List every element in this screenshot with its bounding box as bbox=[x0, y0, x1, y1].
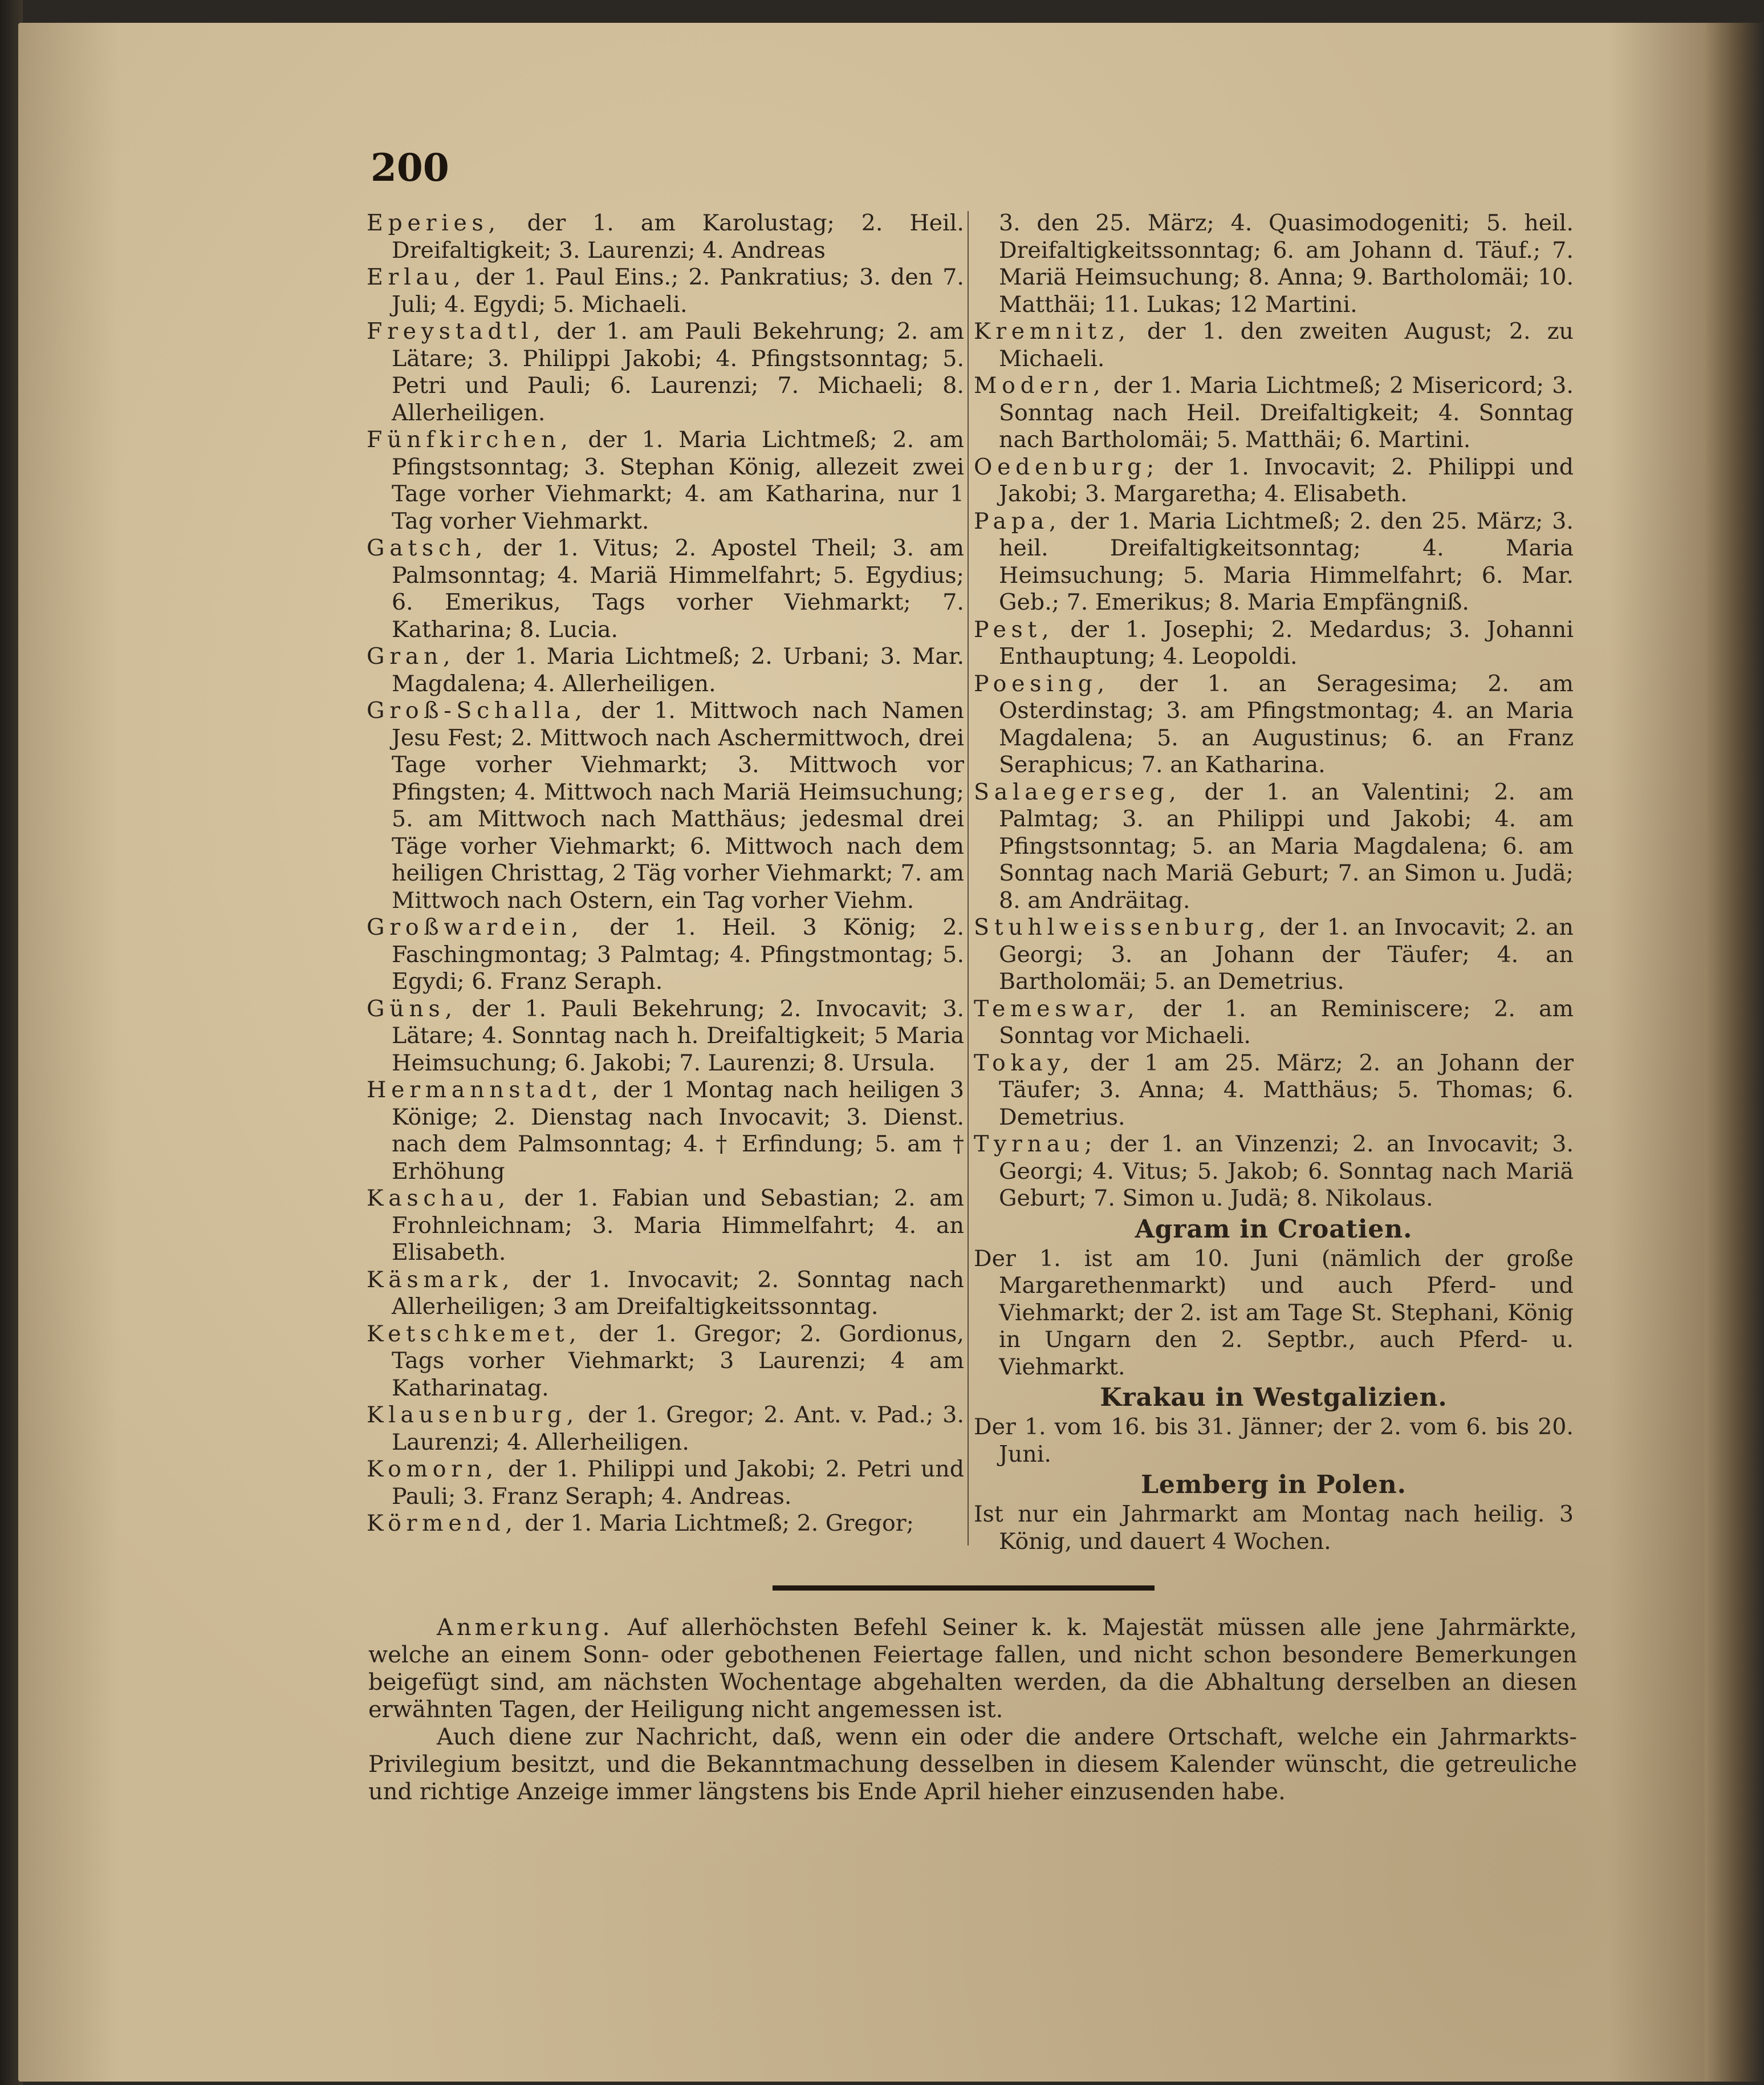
market-entry bbox=[974, 671, 1574, 779]
note-label: Anmerkung. bbox=[437, 1615, 613, 1641]
place-name: Käsmark, bbox=[367, 1266, 515, 1293]
entry-text: der 1. Maria Lichtmeß; 2. Gregor; bbox=[525, 1510, 914, 1536]
market-entry bbox=[974, 996, 1574, 1050]
place-name: Körmend, bbox=[367, 1510, 518, 1536]
place-name: Pest, bbox=[974, 616, 1054, 643]
market-entry bbox=[367, 996, 964, 1077]
section-text-lemberg: Ist nur ein Jahrmarkt am Montag nach heilig. 3 König, und dauert 4 Wochen. bbox=[974, 1501, 1574, 1555]
place-name: Kremnitz, bbox=[974, 318, 1131, 344]
entry-text: der 1. Vitus; 2. Apostel Theil; 3. am Palmsonntag; 4. Mariä Himmelfahrt; 5. Egydius; 6. Emerikus, Tags vorher Viehmarkt; 7. Katharina; 8. Lucia. bbox=[392, 535, 964, 643]
page-number: 200 bbox=[371, 145, 449, 190]
note-paragraph: Auch diene zur Nachricht, daß, wenn ein oder die andere Ortschaft, welche ein Jahrmarkts-Privilegium besitzt, und die Bekanntmachung desselben in diesem Kalender wünscht, die getreuliche und richtige Anzeige immer längstens bis Ende April hieher einzusenden habe. bbox=[368, 1724, 1577, 1805]
market-entry bbox=[367, 535, 964, 643]
place-name: Temeswar, bbox=[974, 995, 1140, 1022]
right-column bbox=[974, 210, 1574, 1555]
place-name: Modern, bbox=[974, 372, 1105, 399]
notes-block bbox=[368, 1614, 1577, 1806]
place-name: Klausenburg, bbox=[367, 1402, 579, 1428]
page-edge bbox=[1705, 23, 1764, 2082]
entry-text: der 1. Josephi; 2. Medardus; 3. Johanni Enthauptung; 4. Leopoldi. bbox=[999, 616, 1574, 670]
place-name: Stuhlweissenburg, bbox=[974, 914, 1271, 940]
market-entry bbox=[367, 427, 964, 535]
place-name: Papa, bbox=[974, 508, 1062, 534]
place-name: Eperies, bbox=[367, 210, 501, 236]
market-entry bbox=[974, 454, 1574, 508]
place-name: Güns, bbox=[367, 995, 457, 1022]
market-entry bbox=[974, 372, 1574, 454]
place-name: Tokay, bbox=[974, 1049, 1075, 1076]
section-text-krakau: Der 1. vom 16. bis 31. Jänner; der 2. vom 6. bis 20. Juni. bbox=[974, 1414, 1574, 1467]
market-entry bbox=[367, 1077, 964, 1185]
entry-text: der 1. am Pauli Bekehrung; 2. am Lätare; 3. Philippi Jakobi; 4. Pfingstsonntag; 5. Petri und Pauli; 6. Laurenzi; 7. Michaeli; 8. Allerheiligen. bbox=[392, 318, 964, 426]
market-entry bbox=[367, 1510, 964, 1538]
market-entry bbox=[367, 210, 964, 264]
entry-text: der 1. Gregor; 2. Ant. v. Pad.; 3. Laurenzi; 4. Allerheiligen. bbox=[392, 1402, 964, 1455]
place-name: Großwardein, bbox=[367, 914, 584, 940]
market-entry bbox=[367, 318, 964, 427]
entry-text: der 1. Gregor; 2. Gordionus, Tags vorher Viehmarkt; 3 Laurenzi; 4 am Katharinatag. bbox=[392, 1320, 964, 1401]
entry-text: der 1. Paul Eins.; 2. Pankratius; 3. den 7. Juli; 4. Egydi; 5. Michaeli. bbox=[392, 264, 964, 318]
entry-text: der 1. an Vinzenzi; 2. an Invocavit; 3. Georgi; 4. Vitus; 5. Jakob; 6. Sonntag nach Mariä Geburt; 7. Simon u. Judä; 8. Nikolaus. bbox=[999, 1131, 1574, 1211]
entry-text: der 1. Heil. 3 König; 2. Faschingmontag; 3 Palmtag; 4. Pfingstmontag; 5. Egydi; 6. Franz Seraph. bbox=[392, 914, 965, 995]
place-name: Gran, bbox=[367, 643, 456, 670]
market-entry bbox=[367, 1402, 964, 1456]
place-name: Tyrnau; bbox=[974, 1131, 1098, 1157]
market-entry bbox=[974, 508, 1574, 616]
continuation-text: 3. den 25. März; 4. Quasimodogeniti; 5. heil. Dreifaltigkeitssonntag; 6. am Johann d. Täuf.; 7. Mariä Heimsuchung; 8. Anna; 9. Bartholomäi; 10. Matthäi; 11. Lukas; 12 Martini. bbox=[999, 210, 1574, 318]
entry-text: der 1. Fabian und Sebastian; 2. am Frohnleichnam; 3. Maria Himmelfahrt; 4. an Elisabeth. bbox=[392, 1185, 965, 1265]
place-name: Groß-Schalla, bbox=[367, 697, 587, 724]
market-entry bbox=[974, 1050, 1574, 1131]
market-entry bbox=[367, 697, 964, 914]
place-name: Fünfkirchen, bbox=[367, 427, 573, 453]
market-entry bbox=[974, 616, 1574, 671]
market-entry bbox=[367, 1456, 964, 1510]
entry-text: der 1. Maria Lichtmeß; 2 Misericord; 3. Sonntag nach Heil. Dreifaltigkeit; 4. Sonntag nach Bartholomäi; 5. Matthäi; 6. Martini. bbox=[999, 372, 1574, 453]
place-name: Komorn, bbox=[367, 1456, 499, 1482]
entry-text: der 1. den zweiten August; 2. zu Michaeli. bbox=[999, 318, 1574, 372]
entry-text: der 1. Mittwoch nach Namen Jesu Fest; 2. Mittwoch nach Aschermittwoch, drei Tage vorher Viehmarkt; 3. Mittwoch vor Pfingsten; 4. Mittwoch nach Mariä Heimsuchung; 5. am Mittwoch nach Matthäus; jedesmal drei Täge vorher Viehmarkt; 6. Mittwoch nach dem heiligen Christtag, 2 Täg vorher Viehmarkt; 7. am Mittwoch nach Ostern, ein Tag vorher Viehm. bbox=[392, 697, 964, 914]
section-title-agram: Agram in Croatien. bbox=[1135, 1214, 1413, 1244]
place-name: Freystadtl, bbox=[367, 318, 546, 344]
market-entry bbox=[974, 1131, 1574, 1212]
market-entry bbox=[367, 643, 964, 697]
entry-text: der 1. Maria Lichtmeß; 2. Urbani; 3. Mar. Magdalena; 4. Allerheiligen. bbox=[392, 643, 964, 697]
entry-text: der 1. am Karolustag; 2. Heil. Dreifaltigkeit; 3. Laurenzi; 4. Andreas bbox=[392, 210, 964, 263]
entry-text: der 1 Montag nach heiligen 3 Könige; 2. Dienstag nach Invocavit; 3. Dienst. nach dem Palmsonntag; 4. † Erfindung; 5. am † Erhöhung bbox=[392, 1077, 964, 1185]
entry-text: der 1. Invocavit; 2. Sonntag nach Allerheiligen; 3 am Dreifaltigkeitssonntag. bbox=[392, 1266, 965, 1320]
entry-text: der 1 am 25. März; 2. an Johann der Täufer; 3. Anna; 4. Matthäus; 5. Thomas; 6. Demetrius. bbox=[999, 1049, 1574, 1130]
market-entry bbox=[367, 1321, 964, 1402]
place-name: Oedenburg; bbox=[974, 453, 1159, 480]
entry-text: der 1. Philippi und Jakobi; 2. Petri und Pauli; 3. Franz Seraph; 4. Andreas. bbox=[392, 1456, 965, 1510]
market-entry bbox=[974, 318, 1574, 372]
market-entry bbox=[974, 779, 1574, 915]
place-name: Salaegerseg, bbox=[974, 778, 1181, 805]
entry-text: der 1. an Seragesima; 2. am Osterdinstag; 3. am Pfingstmontag; 4. an Maria Magdalena; 5. an Augustinus; 6. an Franz Seraphicus; 7. an Katharina. bbox=[999, 670, 1574, 778]
market-entry bbox=[974, 914, 1574, 996]
market-entry bbox=[367, 1185, 964, 1267]
entry-text: der 1. an Invocavit; 2. an Georgi; 3. an Johann der Täufer; 4. an Bartholomäi; 5. an Demetrius. bbox=[999, 914, 1574, 995]
section-text-agram: Der 1. ist am 10. Juni (nämlich der große Margarethenmarkt) und auch Pferd- und Viehmarkt; der 2. ist am Tage St. Stephani, König in Ungarn den 2. Septbr., auch Pferd- u. Viehmarkt. bbox=[974, 1245, 1574, 1380]
entry-text: der 1. an Valentini; 2. am Palmtag; 3. an Philippi und Jakobi; 4. am Pfingstsonntag; 5. an Maria Magdalena; 6. am Sonntag nach Mariä Geburt; 7. an Simon u. Judä; 8. am Andräitag. bbox=[999, 778, 1574, 914]
market-entry bbox=[367, 914, 964, 996]
market-entry bbox=[367, 1267, 964, 1321]
place-name: Erlau, bbox=[367, 264, 466, 290]
entry-text: der 1. an Reminiscere; 2. am Sonntag vor Michaeli. bbox=[999, 995, 1574, 1049]
section-title-krakau: Krakau in Westgalizien. bbox=[1100, 1383, 1448, 1412]
column-divider bbox=[968, 211, 969, 1546]
entry-text: der 1. Maria Lichtmeß; 2. den 25. März; 3. heil. Dreifaltigkeitsonntag; 4. Maria Heimsuchung; 5. Maria Himmelfahrt; 6. Mar. Geb.; 7. Emerikus; 8. Maria Empfängniß. bbox=[999, 508, 1574, 615]
place-name: Gatsch, bbox=[367, 535, 488, 561]
place-name: Hermannstadt, bbox=[367, 1077, 603, 1103]
left-column bbox=[367, 210, 964, 1538]
market-entry bbox=[367, 264, 964, 318]
note-paragraph bbox=[368, 1614, 1577, 1723]
note-text-1: Auf allerhöchsten Befehl Seiner k. k. Majestät müssen alle jene Jahrmärkte, welche an einem Sonn- oder gebothenen Feiertage fallen, und nicht schon besondere Bemerkungen beigefügt sind, am nächsten Wochentage abgehalten werden, da die Abhaltung derselben an diesen erwähnten Tagen, der Heiligung nicht angemessen ist. bbox=[368, 1615, 1577, 1723]
horizontal-rule bbox=[773, 1585, 1155, 1591]
place-name: Ketschkemet, bbox=[367, 1320, 582, 1347]
place-name: Kaschau, bbox=[367, 1185, 510, 1211]
entry-text: der 1. Pauli Bekehrung; 2. Invocavit; 3. Lätare; 4. Sonntag nach h. Dreifaltigkeit; 5 Maria Heimsuchung; 6. Jakobi; 7. Laurenzi; 8. Ursula. bbox=[392, 995, 965, 1076]
entry-text: der 1. Invocavit; 2. Philippi und Jakobi; 3. Margaretha; 4. Elisabeth. bbox=[999, 453, 1574, 507]
section-title-lemberg: Lemberg in Polen. bbox=[1141, 1470, 1407, 1499]
place-name: Poesing, bbox=[974, 670, 1109, 697]
entry-text: der 1. Maria Lichtmeß; 2. am Pfingstsonntag; 3. Stephan König, allezeit zwei Tage vorher Viehmarkt; 4. am Katharina, nur 1 Tag vorher Viehmarkt. bbox=[392, 427, 964, 534]
